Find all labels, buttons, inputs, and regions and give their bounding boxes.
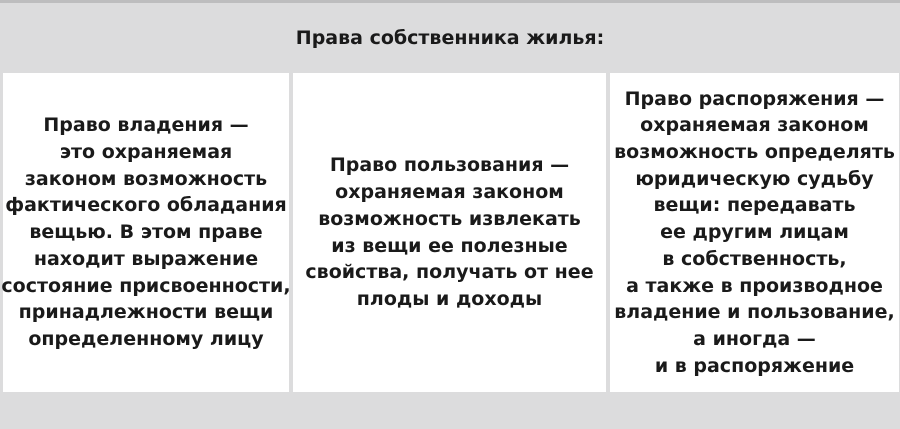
text-line: Право распоряжения — xyxy=(624,87,885,110)
text-line: вещи: передавать xyxy=(653,194,856,217)
text-line: находит выражение xyxy=(33,247,259,270)
text-line: охраняемая законом xyxy=(335,181,564,204)
text-line: владение и пользование, xyxy=(614,301,895,324)
text-line: свойства, получать от нее xyxy=(305,261,594,284)
right-of-disposal-text xyxy=(614,86,895,380)
text-line: возможность определять xyxy=(614,141,895,164)
text-line: ее другим лицам xyxy=(660,221,849,244)
table-title: Права собственника жилья: xyxy=(295,27,605,49)
text-line: плоды и доходы xyxy=(356,287,543,310)
right-of-use-text xyxy=(305,152,593,312)
right-of-possession-cell xyxy=(3,73,289,392)
text-line: и в распоряжение xyxy=(654,354,855,377)
text-line: возможность извлекать xyxy=(318,207,581,230)
text-line: а иногда — xyxy=(693,327,816,350)
right-of-possession-text xyxy=(1,112,290,352)
text-line: охраняемая законом xyxy=(640,114,869,137)
text-line: юридическую судьбу xyxy=(635,167,874,190)
text-line: Право пользования — xyxy=(329,154,570,177)
text-line: в собственность, xyxy=(662,247,847,270)
text-line: вещью. В этом праве xyxy=(29,221,263,244)
text-line: это охраняемая xyxy=(59,141,233,164)
rights-row xyxy=(3,73,899,392)
right-of-use-cell xyxy=(293,73,606,392)
text-line: определенному лицу xyxy=(28,327,264,350)
text-line: законом возможность xyxy=(24,167,268,190)
text-line: Право владения — xyxy=(43,114,249,137)
right-of-disposal-cell xyxy=(610,73,899,392)
text-line: из вещи ее полезные xyxy=(331,234,568,257)
text-line: принадлежности вещи xyxy=(18,301,274,324)
text-line: фактического обладания xyxy=(5,194,287,217)
text-line: а также в производное xyxy=(626,274,883,297)
text-line: состояние присвоенности, xyxy=(1,274,291,297)
